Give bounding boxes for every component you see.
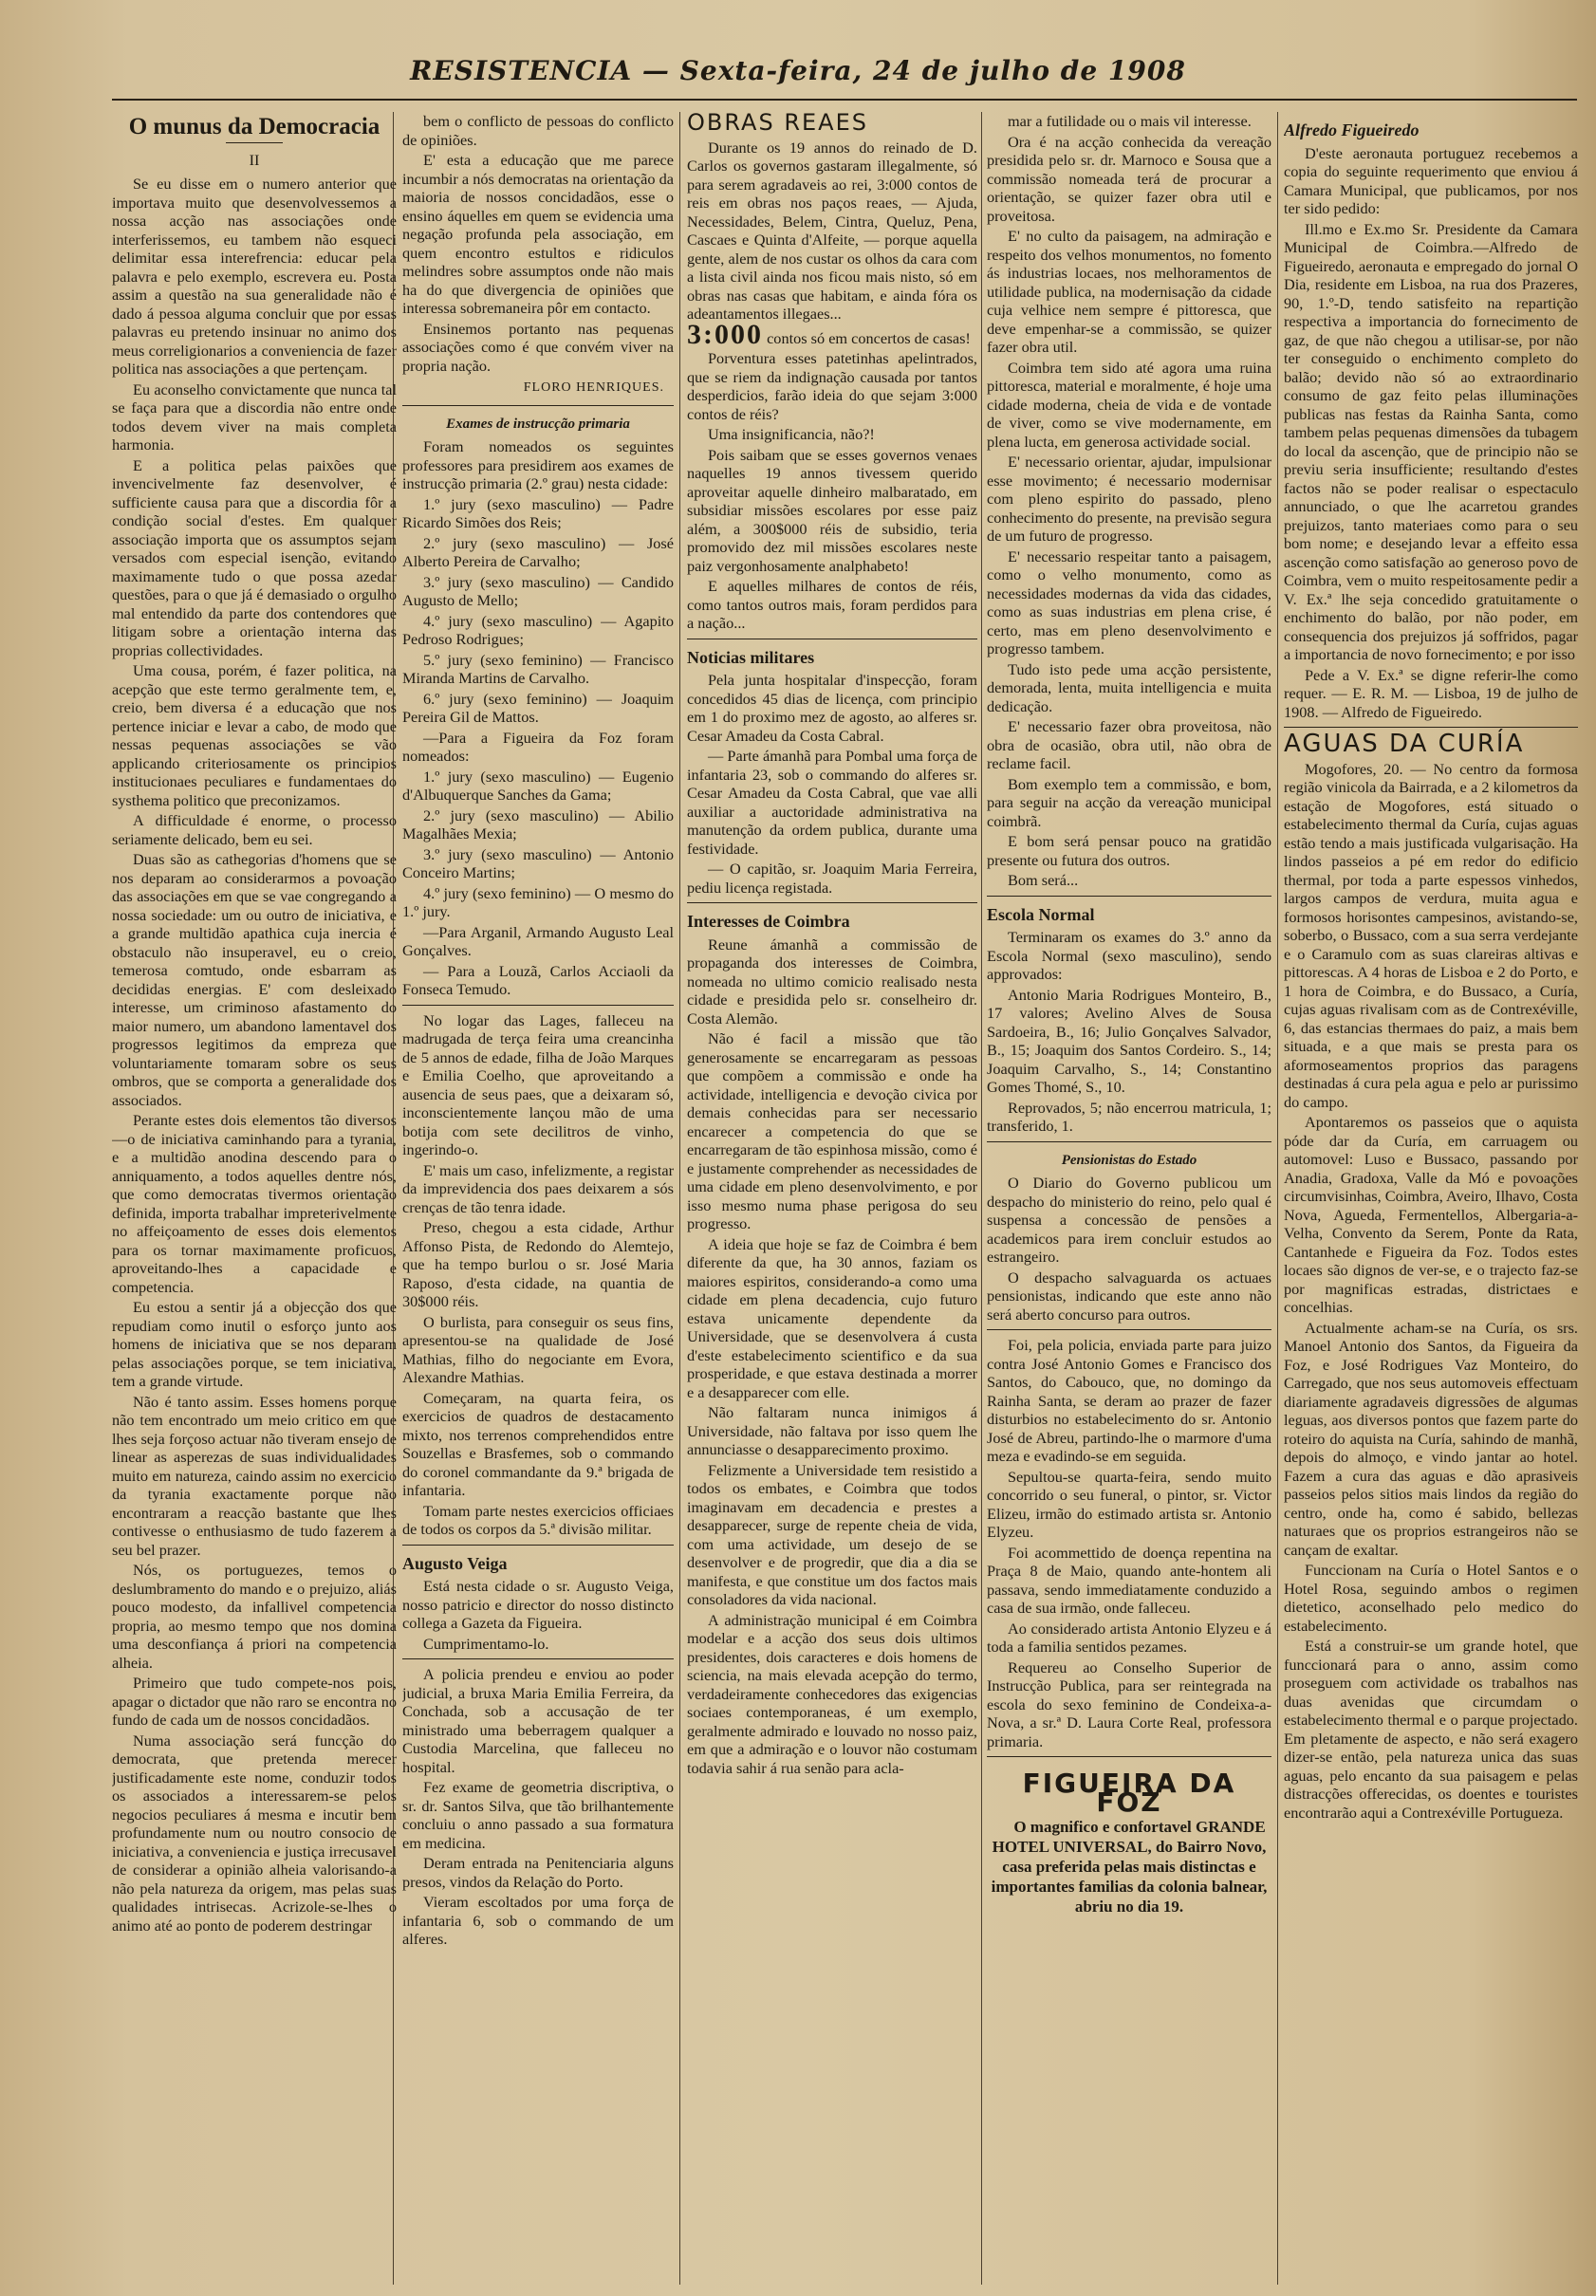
paragraph: — Parte ámanhã para Pombal uma força de infantaria 23, sob o commando do alferes sr. Cesar Amadeu da Costa Cabral, que vae alli auxiliar a auctoridade administrativa na manutenção da ordem publica, durante uma festividade. xyxy=(687,747,977,858)
paragraph: E' esta a educação que me parece incumbir a nós democratas na orientação da maioria de nossos concidadãos, esse o ensino áquelles em quem se evidencia uma negação profunda pela associação, em quem encontro estultos e ridiculos melindres sobre assumptos onde não mais ha do que divergencia de opiniões que interessa sobremaneira pôr em contacto. xyxy=(402,151,674,317)
paragraph: D'este aeronauta portuguez recebemos a copia do seguinte requerimento que enviou á Camara Municipal, que publicamos, por nos ter sido pedido: xyxy=(1284,143,1578,217)
section-rule xyxy=(987,1329,1271,1330)
paragraph: Coimbra tem sido até agora uma ruina pittoresca, material e moralmente, é hoje uma cidade moderna, cheia de vida e de vontade de viver, como se vive modernamente, em plena lucta, em generosa actividade social. xyxy=(987,358,1271,451)
paragraph: Não faltaram nunca inimigos á Universidade, não faltava por isso quem lhe annunciasse o desapparecimento proximo. xyxy=(687,1403,977,1458)
ad-text: O magnifico e confortavel GRANDE HOTEL UNIVERSAL, do Bairro Novo, casa preferida pelas mais distinctas e importantes familias da colonia balnear, abriu no dia 19. xyxy=(991,1818,1268,1916)
pensionistas-body xyxy=(987,1174,1271,1324)
paragraph: Bom exemplo tem a commissão, e bom, para seguir na acção da vereação municipal coimbrã. xyxy=(987,774,1271,830)
paragraph: O burlista, para conseguir os seus fins, apresentou-se na qualidade de José Mathias, filho do negociante em Evora, Alexandre Mathias. xyxy=(402,1312,674,1386)
paragraph: A difficuldade é enorme, o processo seriamente delicado, bem eu sei. xyxy=(112,811,397,848)
paragraph: Foi acommettido de doença repentina na Praça 8 de Maio, quando ante-hontem ali passava, sendo immediatamente conduzido a casa de sua irmão, onde falleceu. xyxy=(987,1543,1271,1617)
paragraph: E' necessario respeitar tanto a paisagem, como o velho monumento, como as necessidades modernas da vida das cidades, como as suas industrias em plena crise, é certo, mas em pleno desenvolvimento e progresso tambem. xyxy=(987,546,1271,657)
obras-body-2 xyxy=(687,349,977,633)
paragraph: Ao considerado artista Antonio Elyzeu e á toda a familia sentidos pezames. xyxy=(987,1619,1271,1656)
obras-amount: 3:000 xyxy=(687,318,763,350)
paragraph: Ensinemos portanto nas pequenas associações como é que convém viver na propria nação. xyxy=(402,319,674,375)
paragraph: Pede a V. Ex.ª se digne referir-lhe como requer. — E. R. M. — Lisboa, 19 de julho de 1908. — Alfredo de Figueiredo. xyxy=(1284,665,1578,721)
paragraph: Bom será... xyxy=(1008,871,1079,889)
paragraph: Começaram, na quarta feira, os exercicios de quadros de destacamento mixto, nos terrenos comprehendidos entre Souzellas e Brasfemes, sob o commando do coronel commandante da 9.ª brigada de infantaria. xyxy=(402,1388,674,1499)
section-title-veiga: Augusto Veiga xyxy=(402,1553,508,1573)
article-body-continued xyxy=(402,112,674,375)
section-title-obras: OBRAS REAES xyxy=(687,112,868,136)
obras-amount-text: contos só em concertos de casas! xyxy=(767,328,971,347)
paragraph: Antonio Maria Rodrigues Monteiro, B., 17 valores; Avelino Alves de Sousa Sardoeira, B., 16; Julio Gonçalves Salvador, B., 15; Joaquim dos Santos Cordeiro. S., 14; Joaquim Carvalho, S., 14; Constantino Gomes Thomé, S., 10. xyxy=(987,985,1271,1096)
paragraph: Vieram escoltados por uma força de infantaria 6, sob o commando de um alferes. xyxy=(402,1893,674,1948)
paragraph: Está a construir-se um grande hotel, que funccionará para o anno, assim como proseguem com actividade os trabalhos nas duas avenidas que circumdam o estabelecimento thermal e o parque projectado. Em pletamente de aspecto, e não será exagero dizer-se então, pela natureza unica das suas aguas, pelo encanto da sua paisagem e pelas distracções offerecidas, os doentes e touristes encontrarão aqui a Contrexéville Portugueza. xyxy=(1284,1637,1578,1822)
exames-list xyxy=(402,437,674,999)
section-title-pensionistas: Pensionistas do Estado xyxy=(1061,1152,1197,1168)
column-rule xyxy=(1277,112,1278,2285)
section-title-exames: Exames de instrucção primaria xyxy=(446,416,630,432)
column-3 xyxy=(687,112,977,2285)
paragraph: Foi, pela policia, enviada parte para juizo contra José Antonio Gomes e Francisco dos Santos, do Cabouco, que, no domingo da Rainha Santa, se deram ao prazer de fazer disturbios no estabelecimento do sr. Antonio José de Abreu, partindo-lhe o marmore d'uma meza e evadindo-se em seguida. xyxy=(987,1336,1271,1465)
paragraph: Foram nomeados os seguintes professores para presidirem aos exames de instrucção primaria (2.º grau) nesta cidade: xyxy=(402,437,674,492)
paragraph: E aquelles milhares de contos de réis, como tantos outros mais, foram perdidos para a nação... xyxy=(687,577,977,632)
paragraph: Numa associação será funcção do democrata, que pretenda merecer justificadamente este nome, conduzir todos os associados a interessarem-se pelos negocios peculiares á mesma e incutir bem profundamente num ou noutro consocio de iniciativa, a conveniencia e justiça irrecusavel de considerar a opinião alheia valorisando-a não pela natureza da origem, mas pelas suas qualidades intrisecas. Acrizole-se-lhes o animo até ao ponto de poderem destringar xyxy=(112,1731,397,1935)
paragraph: Mogofores, 20. — No centro da formosa região vinicola da Bairrada, e a 2 kilometros da estação de Mogofores, está situado o estabelecimento thermal da Curía, cujas aguas estão tendo a mais justificada vulgarisação. Ha lindos passeios a pé em redor do edificio thermal, por toda a parte espessos vinhedos, largos campos de verdura, muita agua e formosos horisontes campesinos, avistando-se, soberbo, o Bussaco, com a sua serra verdejante e o Caramulo com as suas clareiras altivas e pittorescas. A 4 horas de Lisboa e 2 do Porto, e 1 hora de Coimbra, e do Bussaco, a Curía, cujas aguas rivalisam com as de Contrexéville, 6, das estancias thermaes do paiz, a mais bem situada, e a que mais se presta para os aformoseamentos proprios das paragens destinadas á cura pela agua e pelo ar purissimo do campo. xyxy=(1284,759,1578,1111)
figueiredo-body xyxy=(1284,144,1578,722)
section-rule xyxy=(402,1658,674,1659)
paragraph: 6.º jury (sexo feminino) — Joaquim Pereira Gil de Mattos. xyxy=(402,689,674,726)
curia-body xyxy=(1284,760,1578,1823)
column-rule xyxy=(679,112,680,2285)
paragraph: Fez exame de geometria discriptiva, o sr. dr. Santos Silva, que tão brilhantemente concluiu o anno passado a sua formatura em medicina. xyxy=(402,1778,674,1852)
paragraph: Eu aconselho convictamente que nunca tal se faça para que a discordia não entre onde todos devem viver na mais completa harmonia. xyxy=(112,380,397,454)
paragraph: 4.º jury (sexo feminino) — O mesmo do 1.º jury. xyxy=(402,883,674,920)
paragraph: Durante os 19 annos do reinado de D. Carlos os governos gastaram illegalmente, só para serem agradaveis ao rei, 3:000 contos de reis em obras nos paços reaes, — Ajuda, Necessidades, Belem, Cintra, Queluz, Pena, Cascaes e Quinta d'Alfeite, — porque aquella gente, alem de nos custar os olhos da cara com a lista civil ainda nos ficou mais nisto, só em obras nas casas que habitam, e ainda fóra os adeantamentos illegaes... xyxy=(687,138,977,323)
paragraph: O despacho salvaguarda os actuaes pensionistas, indicando que este anno não será aberto concurso para outros. xyxy=(987,1268,1271,1324)
paragraph: A administração municipal é em Coimbra modelar e a acção dos seus dois ultimos presidentes, dois caracteres e dois homens de sciencia, na mais elevada acepção do termo, verdadeiramente conhecedores das exigencias sociaes contemporaneas, é um exemplo, geralmente admirado e louvado no nosso paiz, em que a admiração e o louvor não costumam todavia sahir á rua senão para acla- xyxy=(687,1610,977,1777)
news-items xyxy=(402,1011,674,1539)
paragraph: Perante estes dois elementos tão diversos—o de iniciativa caminhando para a tyrania, e a multidão anodina descendo para o anniquamento, a todos aquelles dentre nós, que como democratas tivermos orientação definida, importa trabalhar impreterivelmente no affeiçoamento de esses dois elementos para os tornar maximamente proficuos, aproveitando-lhes a capacidade e competencia. xyxy=(112,1111,397,1296)
paragraph: —Para Arganil, Armando Augusto Leal Gonçalves. xyxy=(402,922,674,959)
militares-body xyxy=(687,671,977,897)
paragraph: Tudo isto pede uma acção persistente, demorada, lenta, muita intelligencia e muita dedicação. xyxy=(987,659,1271,715)
column-2 xyxy=(402,112,674,2285)
paragraph: E' no culto da paisagem, na admiração e respeito dos velhos monumentos, no fomento ás industrias locaes, nos melhoramentos de utilidade publica, na modernisação da cidade cuja velhice nem sempre é pittoresca, que deve empenhar-se a commissão, se quizer fazer obra util. xyxy=(987,227,1271,356)
section-rule xyxy=(987,1141,1271,1142)
section-title-militares: Noticias militares xyxy=(687,647,815,667)
paragraph: Tomam parte nestes exercicios officiaes de todos os corpos da 5.ª divisão militar. xyxy=(402,1501,674,1538)
interesses-body xyxy=(687,935,977,1778)
paragraph: E' necessario fazer obra proveitosa, não obra de ocasião, obra util, não obra de reclame facil. xyxy=(987,717,1271,772)
paragraph: Deram entrada na Penitenciaria alguns presos, vindos da Relação do Porto. xyxy=(402,1854,674,1891)
paragraph: Uma cousa, porém, é fazer politica, na acepção que este termo geralmente tem, e, creio, bem diversa é a educação que nos pertence iniciar e levar a cabo, de modo que nessas pequenas associações se vão applicando criteriosamente os principios institucionaes peculiares e fundamentaes do systhema politico que preconizamos. xyxy=(112,661,397,809)
paragraph: E a politica pelas paixões que invencivelmente faz desenvolver, é sufficiente causa para que a discordia fôr a condição social d'estes. Em qualquer associação importa que os assumptos sejam versados com especial isenção, evitando maximamente tudo o que possa azedar questões, para o que já é demasiado o orgulho mal entendido da parte dos contendores que litigam sobre a orientação interna das proprias collectividades. xyxy=(112,455,397,659)
column-4 xyxy=(987,112,1271,2285)
masthead: RESISTENCIA — Sexta-feira, 24 de julho de 1908 xyxy=(410,55,1186,86)
paragraph: Sepultou-se quarta-feira, sendo muito concorrido o seu funeral, o pintor, sr. Victor Elizeu, irmão do estimado artista sr. Antonio Elyzeu. xyxy=(987,1467,1271,1541)
paragraph: — O capitão, sr. Joaquim Maria Ferreira, pediu licença registada. xyxy=(687,860,977,897)
more-news xyxy=(402,1665,674,1949)
paragraph: Actualmente acham-se na Curía, os srs. Manoel Antonio dos Santos, da Figueira da Foz, e José Rodrigues Vaz Monteiro, do Carregado, que nos seus automoveis effectuam diariamente agradaveis digressões de algumas leguas, aos diversos pontos que fazem parte do roteiro do aquista na Curía, sahindo de manhã, depois do almoço, e vindo jantar ao hotel. Fazem a cura das aguas e dão aprasiveis passeios pelos sitios mais lindos da região do centro, onde ha, como é sabido, bellezas naturaes que os proprios estrangeiros não se cançam de exaltar. xyxy=(1284,1318,1578,1559)
section-rule xyxy=(687,902,977,903)
paragraph: E' mais um caso, infelizmente, a registar da imprevidencia dos paes deixarem a sós crenças de tão tenra idade. xyxy=(402,1160,674,1216)
escola-body xyxy=(987,928,1271,1136)
paragraph: Pois saibam que se esses governos venaes naquelles 19 annos tivessem querido aproveitar aquelle dinheiro malbaratado, em subsidiar missões escolares por esse paiz além, a 300$000 réis de subsidio, teria promovido dez mil missões escolares neste paiz vergonhosamente analphabeto! xyxy=(687,445,977,575)
masthead-rule xyxy=(112,99,1577,101)
obras-highlight xyxy=(687,318,977,350)
paragraph: A policia prendeu e enviou ao poder judicial, a bruxa Maria Emilia Ferreira, da Conchada, sob a accusação de ter ministrado uma beberragem qualquer a Custodia Marcelina, que falleceu no hospital. xyxy=(402,1665,674,1776)
paragraph: Uma insignificancia, não?! xyxy=(708,425,875,443)
interesses-continued xyxy=(987,112,1271,890)
obras-body xyxy=(687,139,977,324)
paragraph: Ill.mo e Ex.mo Sr. Presidente da Camara Municipal de Coimbra.—Alfredo de Figueiredo, aeronauta e empregado do jornal O Dia, residente em Lisboa, na rua dos Prazeres, 90, 1.º-D, tendo satisfeito na repartição respectiva a importancia do fornecimento de gaz, de que não chegou a utilisar-se, por não ter conseguido o enchimento completo do balão; devido não só ao extraordinario consumo de gaz feito pelas illuminações publicas nas festas da Rainha Santa, como tambem pelas pequenas dimensões da tubagem do local da ascenção, que de principio não se previu seria insufficiente; resultando d'estes factos não se poder realisar o espectaculo annunciado, o que lhe acarretou grandes prejuizos, tanto materiaes como para o seu bom nome; e desejando levar a effeito essa ascenção como satisfação ao generoso povo de Coimbra, vem o muito respeitosamente pedir a V. Ex.ª lhe seja concedido gratuitamente o enchimento do balão, por não poder, em consequencia dos prejuizos já soffridos, pagar a importancia de novo fornecimento; e por isso xyxy=(1284,219,1578,663)
veiga-text xyxy=(402,1577,674,1653)
paragraph: 2.º jury (sexo masculino) — Abilio Magalhães Mexia; xyxy=(402,805,674,842)
paragraph: Ora é na acção conhecida da vereação presidida pelo sr. dr. Marnoco e Sousa que a commissão nomeada terá de procurar a orientação, se quizer fazer obra util e proveitosa. xyxy=(987,132,1271,225)
paragraph: Não é facil a missão que tão generosamente se encarregaram as pessoas que compõem a commissão e onde ha actividade, intelligencia e devoção civica por demais conhecidas para ser necessario encarecer a competencia do que se encarregaram de tão espinhosa missão, como é e justamente comprehender as necessidades de uma cidade em pleno desenvolvimento, e por isso mesmo numa phase perigosa do seu progresso. xyxy=(687,1029,977,1232)
paragraph: mar a futilidade ou o mais vil interesse. xyxy=(1008,112,1252,130)
paragraph: Pela junta hospitalar d'inspecção, foram concedidos 45 dias de licença, com principio em 1 do proximo mez de agosto, ao alferes sr. Cesar Amadeu da Costa Cabral. xyxy=(687,671,977,745)
paragraph: Apontaremos os passeios que o aquista póde dar da Curía, em carruagem ou automovel: Luso e Bussaco, passando por Anadia, Gradoxa, Valle da Mó e povoações circumvisinhas, Coimbra, Aveiro, Ilhavo, Costa Nova, Agueda, Fermentellos, Albergaria-a-Velha, Convento da Serem, Ponte da Rata, Cantanhede e Figueira da Foz. Todos estes locaes são dignos de ver-se, e o trajecto faz-se por magnificas estradas, districtaes e concelhias. xyxy=(1284,1113,1578,1316)
section-rule xyxy=(402,1545,674,1546)
paragraph: A ideia que hoje se faz de Coimbra é bem diferente da que, ha 30 annos, faziam os maiores espiritos, considerando-a como uma cidade em plena decadencia, cujo futuro estava unicamente dependente da Universidade, que se desenvolvera á custa d'este estabelecimento scientifico e da sua prosperidade, e que estava destinada a morrer e a desapparecer com elle. xyxy=(687,1234,977,1401)
paragraph: Reune ámanhã a commissão de propaganda dos interesses de Coimbra, nomeada no ultimo comicio realisado nesta cidade e presidida pelo sr. conselheiro dr. Costa Alemão. xyxy=(687,935,977,1028)
article-title: O munus da Democracia xyxy=(128,114,380,139)
paragraph: 5.º jury (sexo feminino) — Francisco Miranda Martins de Carvalho. xyxy=(402,650,674,687)
paragraph: No logar das Lages, falleceu na madrugada de terça feira uma creancinha de 5 annos de edade, filha de João Marques e Emilia Coelho, que aproveitando a ausencia de seus paes, que a deixaram só, inconscientemente lançou mão de uma botija com sete decilitros de vinho, ingerindo-o. xyxy=(402,1010,674,1158)
section-title-escola: Escola Normal xyxy=(987,904,1095,924)
paragraph: — Para a Louzã, Carlos Acciaoli da Fonseca Temudo. xyxy=(402,961,674,998)
paragraph: Porventura esses patetinhas apelintrados, que se riem da indignação causada por tantos desperdicios, farão ideia do que sejam 3:000 contos de réis? xyxy=(687,349,977,423)
paragraph: Preso, chegou a esta cidade, Arthur Affonso Pista, de Redondo do Alemtejo, que ha tempo burlou o sr. José Maria Raposo, d'esta cidade, na quantia de 30$000 réis. xyxy=(402,1218,674,1310)
section-title-curia: AGUAS DA CURÍA xyxy=(1284,730,1525,758)
section-rule xyxy=(402,405,674,406)
section-title-interesses: Interesses de Coimbra xyxy=(687,912,850,931)
paragraph: Terminaram os exames do 3.º anno da Escola Normal (sexo masculino), sendo approvados: xyxy=(987,928,1271,983)
article-body xyxy=(112,175,397,1935)
paragraph: Nós, os portuguezes, temos o deslumbramento do mando e o prejuizo, aliás pouco modesto, da infallivel competencia propria, ao mesmo tempo que nos domina uma desconfiança á priori na competencia alheia. xyxy=(112,1561,397,1672)
paragraph: O Diario do Governo publicou um despacho do ministerio do reino, pelo qual é suspensa a concessão de pensões a academicos para irem concluir estudos ao estrangeiro. xyxy=(987,1174,1271,1266)
ad-title: FIGUEIRA DA FOZ xyxy=(1022,1768,1236,1818)
section-rule xyxy=(1284,727,1578,728)
paragraph: Funccionam na Curía o Hotel Santos e o Hotel Rosa, seguindo ambos o regimen dietetico, aconselhado pelo medico do estabelecimento. xyxy=(1284,1561,1578,1635)
paragraph: E bom será pensar pouco na gratidão presente ou futura dos outros. xyxy=(987,832,1271,869)
paragraph: E' necessario orientar, ajudar, impulsionar esse movimento; é necessario modernisar com pleno espirito do passado, pleno conhecimento do presente, na previsão segura de um futuro de progresso. xyxy=(987,453,1271,545)
paragraph: 3.º jury (sexo masculino) — Candido Augusto de Mello; xyxy=(402,572,674,609)
paragraph: —Para a Figueira da Foz foram nomeados: xyxy=(402,728,674,765)
column-rule xyxy=(981,112,982,2285)
paragraph: Felizmente a Universidade tem resistido a todos os embates, e Coimbra que todos imaginavam em decadencia e prestes a desapparecer, surge de repente cheia de vida, com uma actividade, um desejo de se desenvolver e de progredir, que dia a dia se manifesta, e que constitue um dos factos mais consoladores da vida nacional. xyxy=(687,1460,977,1608)
paragraph: Duas são as cathegorias d'homens que se nos deparam ao considerarmos a povoação das associações em que se vae congregando a nossa sociedade: um ou outro de iniciativa, e a grande multidão apathica cuja inercia é obstaculo não insuperavel, eu o creio, temerosa comtudo, onde esbarram as decididas energias. E' com desleixado interesse, um criminoso afastamento do maior numero, um abandono lamentavel dos progressos legitimos da empreza que voluntariamente tomaram sobre os seus ombros, que se comporta a generalidade dos associados. xyxy=(112,850,397,1109)
paragraph: 4.º jury (sexo masculino) — Agapito Pedroso Rodrigues; xyxy=(402,611,674,648)
article-part-numeral: II xyxy=(249,150,260,169)
paragraph: Requereu ao Conselho Superior de Instrucção Publica, para ser reintegrada na escola do sexo feminino de Condeixa-a-Nova, a sr.ª D. Laura Corte Real, professora primaria. xyxy=(987,1657,1271,1750)
paragraph: Cumprimentamo-lo. xyxy=(423,1634,549,1653)
paragraph: bem o conflicto de pessoas do conflicto de opiniões. xyxy=(402,112,674,149)
paragraph: 1.º jury (sexo masculino) — Padre Ricardo Simões dos Reis; xyxy=(402,494,674,531)
paragraph: Se eu disse em o numero anterior que importava muito que desenvolvessemos a nossa acção nas associações onde interferissemos, eu tambem não esqueci delimitar essa interefrencia: educar pela palavra e pelo exemplo, escrevera eu. Posta assim a questão na sua generalidade não é dado á pessoa alguma concluir que por essas palavras eu pretendo insinuar no animo dos meus correligionarios a conveniencia de fazer politica nas associações a que pertençam. xyxy=(112,175,397,378)
paragraph: Reprovados, 5; não encerrou matricula, 1; transferido, 1. xyxy=(987,1098,1271,1135)
section-title-figueiredo: Alfredo Figueiredo xyxy=(1284,120,1420,139)
column-5 xyxy=(1284,112,1578,2285)
paragraph: Está nesta cidade o sr. Augusto Veiga, nosso patricio e director do nosso distincto collega a Gazeta da Figueira. xyxy=(402,1577,674,1632)
news-items-col4 xyxy=(987,1336,1271,1750)
paragraph: Eu estou a sentir já a objecção dos que repudiam como inutil o esforço junto aos homens de iniciativa que se nos deparam pelas associações porque, se tem iniciativa, tem a grande virtude. xyxy=(112,1298,397,1390)
paragraph: Não é tanto assim. Esses homens porque não tem encontrado um meio critico em que lhes seja forçoso actuar não tiveram ensejo de linear as asperezas de suas individualidades muito em natureza, caindo assim no exercicio da tyrania exactamente porque não encontraram a reacção bastante que lhes contivesse o enthusiasmo de tudo fazerem a seu bel prazer. xyxy=(112,1392,397,1559)
section-rule xyxy=(987,896,1271,897)
paragraph: Primeiro que tudo compete-nos pois, apagar o dictador que não raro se encontra no fundo de cada um de nossos concidadãos. xyxy=(112,1674,397,1729)
column-1 xyxy=(112,112,397,2285)
paragraph: 1.º jury (sexo masculino) — Eugenio d'Albuquerque Sanches da Gama; xyxy=(402,767,674,804)
paragraph: 2.º jury (sexo masculino) — José Alberto Pereira de Carvalho; xyxy=(402,533,674,570)
article-signature: FLORO HENRIQUES. xyxy=(523,380,664,395)
title-rule xyxy=(226,142,283,143)
section-rule xyxy=(402,1005,674,1006)
paragraph: 3.º jury (sexo masculino) — Antonio Conceiro Martins; xyxy=(402,844,674,881)
section-rule xyxy=(987,1756,1271,1757)
